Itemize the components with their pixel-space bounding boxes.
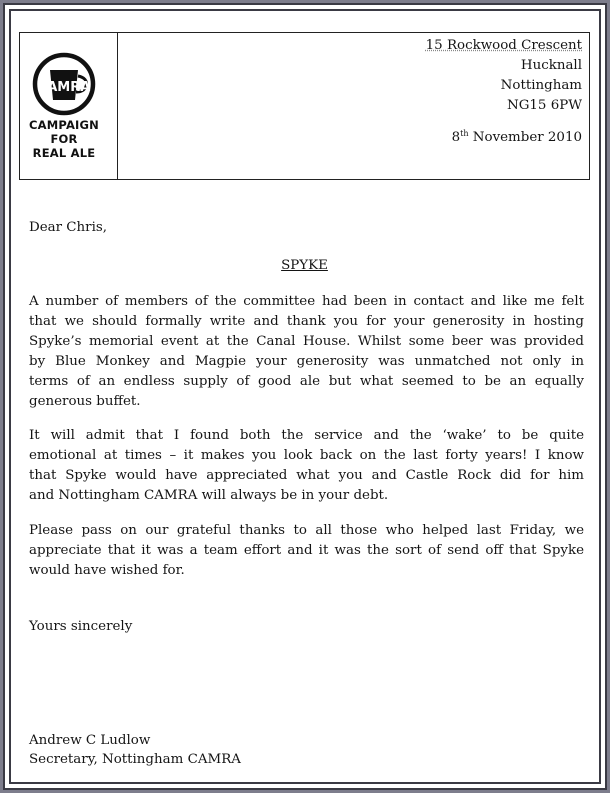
paragraph-line: would have wished for. — [29, 563, 185, 578]
paragraph-line: and Nottingham CAMRA will always be in your debt. — [29, 488, 389, 503]
camra-logo — [28, 52, 100, 158]
paragraph-line: A number of members of the committee had been in contact and like me felt — [29, 294, 584, 309]
paragraph-line: that Spyke would have appreciated what you and Castle Rock did for him — [29, 468, 584, 483]
letter-subject: SPYKE — [281, 258, 328, 273]
address-line: Hucknall — [520, 58, 582, 73]
address-line: NG15 6PW — [506, 98, 582, 113]
letter-date — [452, 129, 582, 145]
date-suffix: th — [460, 129, 469, 138]
paragraph-line: It will admit that I found both the service and the ‘wake’ to be quite — [29, 428, 584, 443]
body-paragraph-2 — [29, 426, 584, 506]
logo-caption-line: REAL ALE — [32, 146, 96, 160]
closing: Yours sincerely — [29, 619, 133, 634]
letterhead-divider — [117, 32, 118, 180]
date-rest: November 2010 — [468, 130, 582, 145]
address-line: 15 Rockwood Crescent — [425, 38, 582, 53]
paragraph-line: terms of an endless supply of good ale but what seemed to be an equally — [29, 374, 584, 389]
paragraph-line: that we should formally write and thank you for your generosity in hosting — [29, 314, 584, 329]
body-paragraph-3 — [29, 521, 584, 581]
sender-address — [426, 36, 582, 116]
paragraph-line: Please pass on our grateful thanks to all those who helped last Friday, we — [29, 523, 584, 538]
paragraph-line: emotional at times – it makes you look back on the last forty years! I know — [29, 448, 584, 463]
logo-caption-line: CAMPAIGN — [29, 118, 99, 132]
paragraph-line: by Blue Monkey and Magpie your generosity was unmatched not only in — [29, 354, 584, 369]
date-day: 8 — [451, 130, 461, 145]
signature-title: Secretary, Nottingham CAMRA — [29, 752, 241, 767]
logo-caption-line: FOR — [50, 132, 78, 146]
logo-mark-text: CAMRA — [37, 80, 91, 95]
address-line: Nottingham — [500, 78, 582, 93]
signature-name: Andrew C Ludlow — [29, 733, 151, 748]
logo-caption — [28, 118, 100, 160]
camra-tankard-icon — [28, 52, 100, 116]
salutation: Dear Chris, — [29, 220, 107, 235]
paragraph-line: Spyke’s memorial event at the Canal House. Whilst some beer was provided — [29, 334, 584, 349]
paragraph-line: appreciate that it was a team effort and it was the sort of send off that Spyke — [29, 543, 584, 558]
body-paragraph-1 — [29, 292, 584, 412]
paragraph-line: generous buffet. — [29, 394, 141, 409]
